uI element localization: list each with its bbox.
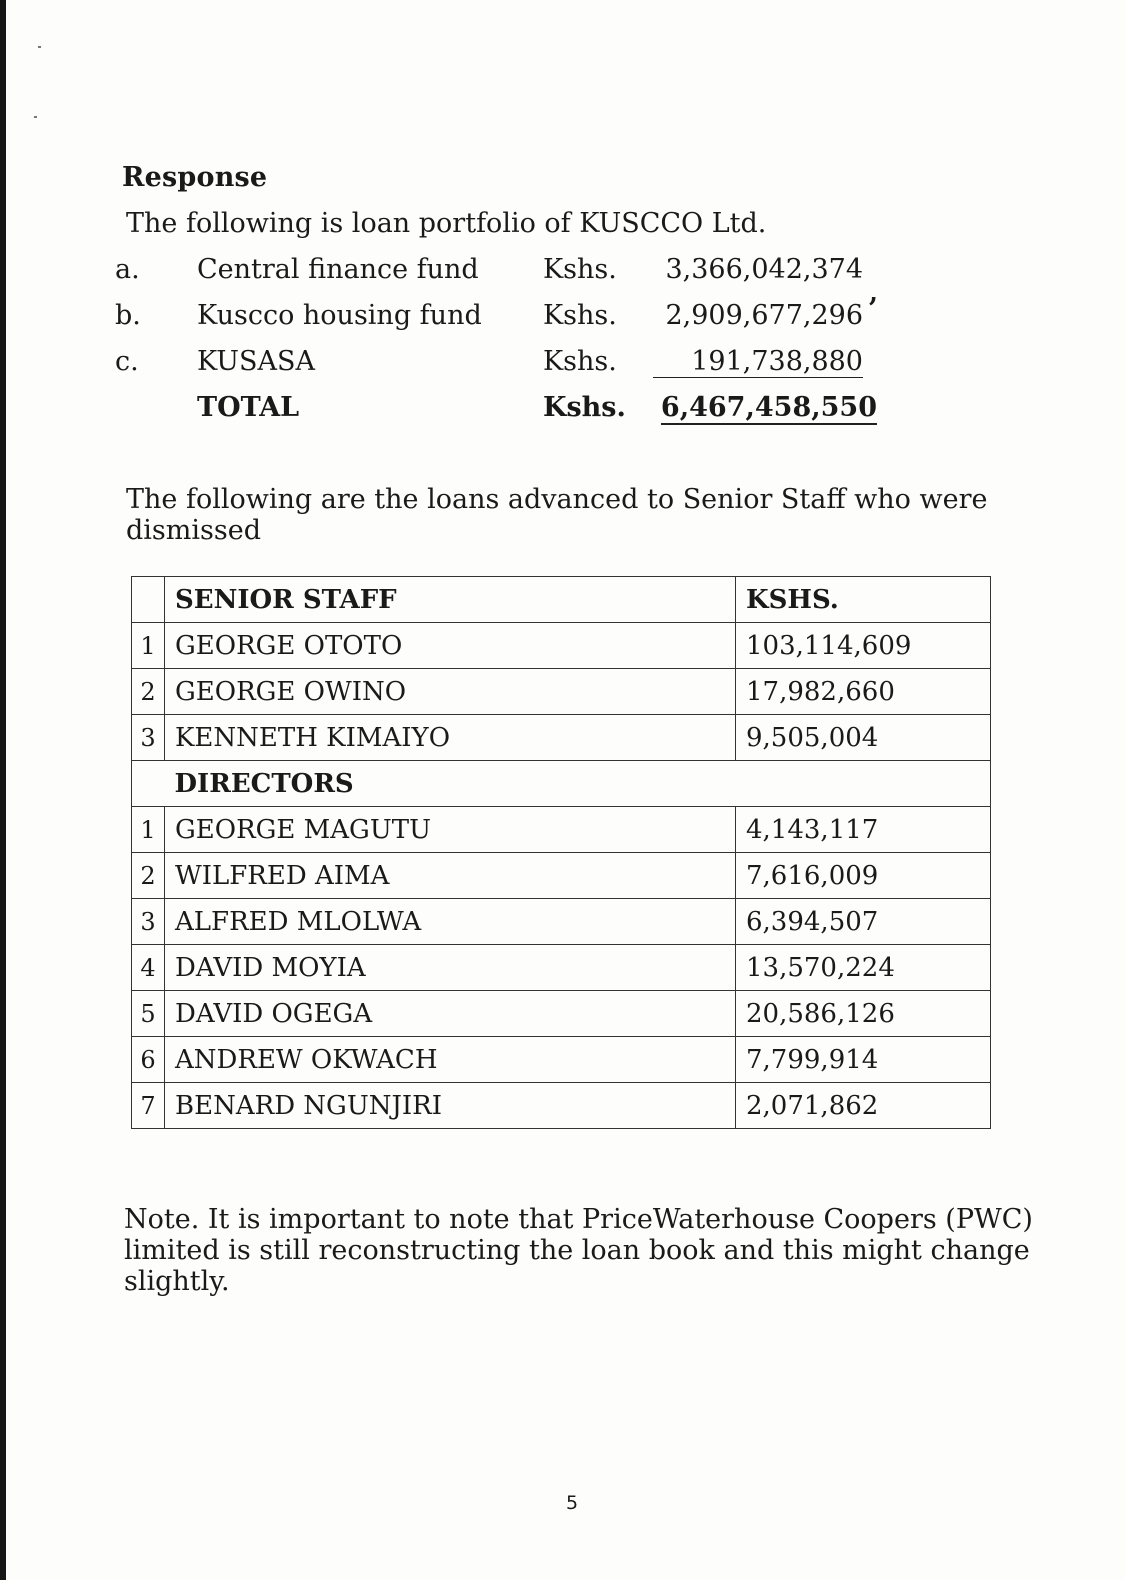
pwc-note: Note. It is important to note that PriceWaterhouse Coopers (PWC) limited is still reconstructing the loan book and this might change slightly.: [124, 1204, 1033, 1297]
portfolio-currency: Kshs.: [543, 254, 617, 285]
row-number: 2: [132, 669, 165, 715]
row-amount: 7,799,914: [736, 1037, 991, 1083]
portfolio-name: Kuscco housing fund: [197, 300, 482, 331]
total-amount: 6,467,458,550: [660, 392, 877, 423]
row-number: 1: [132, 623, 165, 669]
row-number: 5: [132, 991, 165, 1037]
portfolio-amount: 2,909,677,296: [665, 300, 863, 331]
row-amount: 103,114,609: [736, 623, 991, 669]
row-number: 7: [132, 1083, 165, 1129]
portfolio-letter: c.: [115, 346, 139, 377]
table-row: [132, 853, 991, 899]
row-name: BENARD NGUNJIRI: [165, 1083, 736, 1129]
table-row: [132, 1083, 991, 1129]
row-number: 3: [132, 899, 165, 945]
portfolio-intro: The following is loan portfolio of KUSCCO Ltd.: [126, 208, 767, 239]
portfolio-name: KUSASA: [197, 346, 315, 377]
header-kshs: KSHS.: [736, 577, 991, 623]
scan-speck: [34, 116, 37, 118]
row-number: 6: [132, 1037, 165, 1083]
row-number: 4: [132, 945, 165, 991]
loans-intro: The following are the loans advanced to Senior Staff who were dismissed: [126, 484, 988, 546]
portfolio-total-row: [0, 392, 1125, 432]
row-amount: 17,982,660: [736, 669, 991, 715]
row-amount: 4,143,117: [736, 807, 991, 853]
portfolio-letter: a.: [115, 254, 140, 285]
table-header-row: [132, 577, 991, 623]
handwritten-comma-mark: ,: [869, 278, 879, 308]
row-amount: 13,570,224: [736, 945, 991, 991]
portfolio-letter: b.: [115, 300, 141, 331]
table-row: [132, 807, 991, 853]
table-row: [132, 623, 991, 669]
total-currency: Kshs.: [543, 392, 626, 423]
row-name: KENNETH KIMAIYO: [165, 715, 736, 761]
row-amount: 6,394,507: [736, 899, 991, 945]
row-number: 2: [132, 853, 165, 899]
row-amount: 20,586,126: [736, 991, 991, 1037]
loans-table: [131, 576, 991, 1129]
table-row: [132, 991, 991, 1037]
row-amount: 2,071,862: [736, 1083, 991, 1129]
portfolio-currency: Kshs.: [543, 300, 617, 331]
row-name: DAVID OGEGA: [165, 991, 736, 1037]
portfolio-row: [0, 254, 1125, 294]
row-name: GEORGE MAGUTU: [165, 807, 736, 853]
scan-speck: [38, 46, 41, 48]
portfolio-amount: 3,366,042,374: [665, 254, 863, 285]
header-senior-staff: SENIOR STAFF: [165, 577, 736, 623]
portfolio-currency: Kshs.: [543, 346, 617, 377]
table-row: [132, 669, 991, 715]
table-row: [132, 899, 991, 945]
row-name: ALFRED MLOLWA: [165, 899, 736, 945]
response-heading: Response: [122, 162, 268, 193]
page-number: 5: [566, 1492, 579, 1514]
table-row: [132, 945, 991, 991]
row-name: GEORGE OTOTO: [165, 623, 736, 669]
total-label: TOTAL: [197, 392, 300, 423]
row-amount: 9,505,004: [736, 715, 991, 761]
row-name: DAVID MOYIA: [165, 945, 736, 991]
table-header-blank: [132, 577, 165, 623]
table-row: [132, 715, 991, 761]
row-name: WILFRED AIMA: [165, 853, 736, 899]
row-name: GEORGE OWINO: [165, 669, 736, 715]
row-amount: 7,616,009: [736, 853, 991, 899]
section-blank: [132, 761, 165, 807]
directors-section-row: [132, 761, 991, 807]
portfolio-row: [0, 300, 1125, 340]
section-blank: [736, 761, 991, 807]
row-name: ANDREW OKWACH: [165, 1037, 736, 1083]
row-number: 1: [132, 807, 165, 853]
directors-label: DIRECTORS: [165, 761, 736, 807]
portfolio-name: Central finance fund: [197, 254, 479, 285]
portfolio-row: [0, 346, 1125, 386]
portfolio-amount: 191,738,880: [653, 346, 863, 378]
row-number: 3: [132, 715, 165, 761]
table-row: [132, 1037, 991, 1083]
